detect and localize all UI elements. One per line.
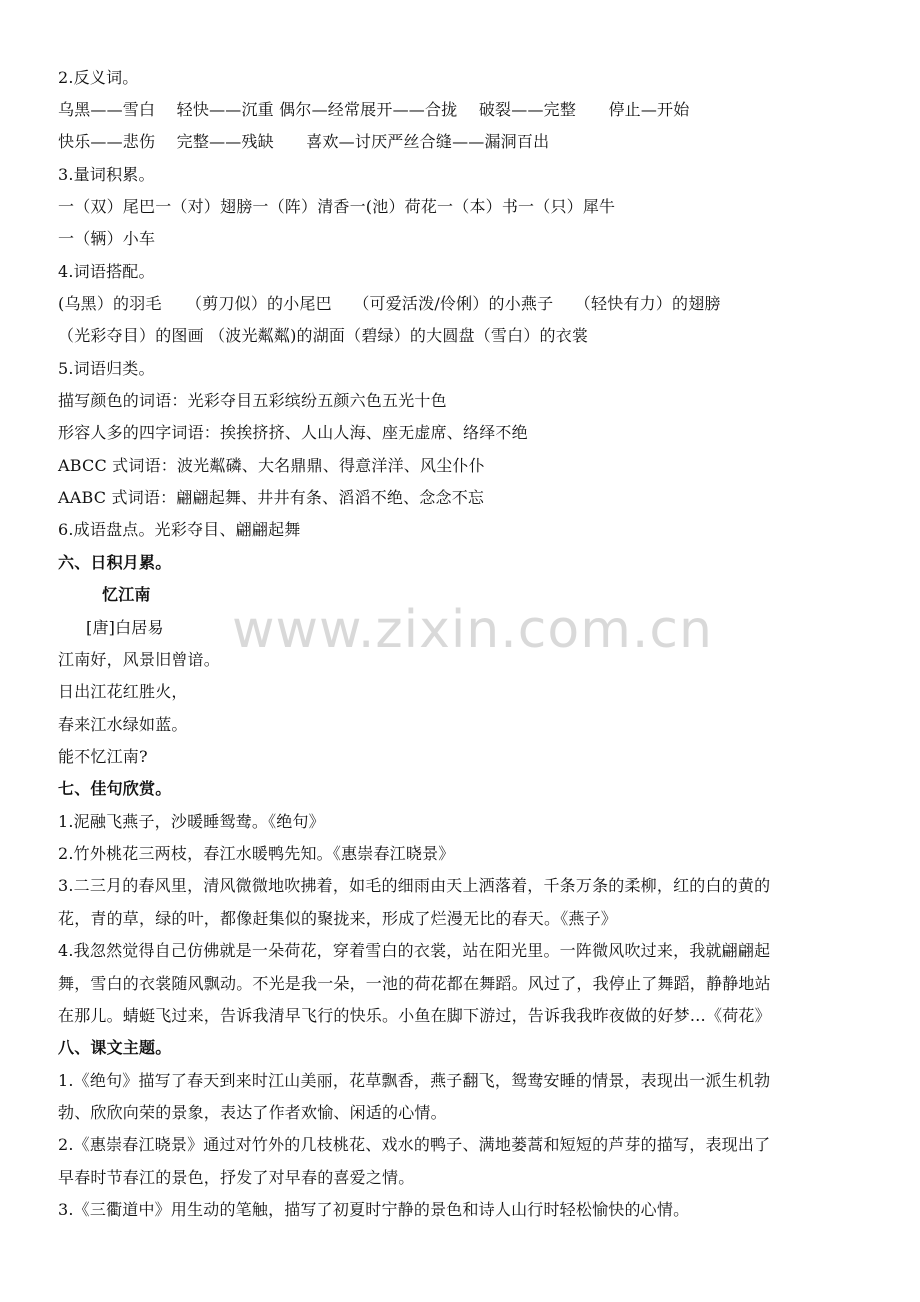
section-heading: 八、课文主题。: [58, 1038, 172, 1057]
text-line: 2.反义词。: [58, 68, 139, 87]
poem-author: [唐]白居易: [86, 618, 164, 637]
text-line: 3.二三月的春风里，清风微微地吹拂着，如毛的细雨由天上洒落着，千条万条的柔柳，红的白的黄的: [58, 876, 771, 895]
watermark: www.zixin.com.cn: [232, 600, 713, 660]
text-line: 1.《绝句》描写了春天到来时江山美丽，花草飘香，燕子翻飞，鸳鸯安睡的情景，表现出一派生机勃: [58, 1071, 771, 1090]
text-line: 一（辆）小车: [58, 229, 156, 248]
section-heading: 六、日积月累。: [58, 553, 172, 572]
text-line: 舞，雪白的衣裳随风飘动。不光是我一朵，一池的荷花都在舞蹈。风过了，我停止了舞蹈，静静地站: [58, 974, 771, 993]
text-line: 花，青的草，绿的叶，都像赶集似的聚拢来，形成了烂漫无比的春天。《燕子》: [58, 909, 618, 928]
text-line: 4.我忽然觉得自己仿佛就是一朵荷花，穿着雪白的衣裳，站在阳光里。一阵微风吹过来，我就翩翩起: [58, 941, 771, 960]
text-line: 4.词语搭配。: [58, 262, 155, 281]
text-line: 快乐——悲伤 完整——残缺 喜欢—讨厌严丝合缝——漏洞百出: [58, 132, 550, 151]
section-heading: 七、佳句欣赏。: [58, 779, 172, 798]
text-line: 乌黑——雪白 轻快——沉重 偶尔—经常展开——合拢 破裂——完整 停止—开始: [58, 100, 690, 119]
text-line: 一（双）尾巴一（对）翅膀一（阵）清香一(池）荷花一（本）书一（只）犀牛: [58, 197, 616, 216]
poem-line: 春来江水绿如蓝。: [58, 715, 188, 734]
text-line: （光彩夺目）的图画 （波光粼粼)的湖面（碧绿）的大圆盘（雪白）的衣裳: [58, 326, 589, 345]
text-line: 5.词语归类。: [58, 359, 155, 378]
text-line: 形容人多的四字词语：挨挨挤挤、人山人海、座无虚席、络绎不绝: [58, 423, 528, 442]
text-line: 描写颜色的词语：光彩夺目五彩缤纷五颜六色五光十色: [58, 391, 447, 410]
text-line: 勃、欣欣向荣的景象，表达了作者欢愉、闲适的心情。: [58, 1103, 447, 1122]
text-line: 2.《惠崇春江晓景》通过对竹外的几枝桃花、戏水的鸭子、满地蒌蒿和短短的芦芽的描写，表现出了: [58, 1135, 771, 1154]
poem-line: 能不忆江南?: [58, 747, 148, 766]
text-line: ABCC 式词语：波光粼磷、大名鼎鼎、得意洋洋、风尘仆仆: [58, 456, 485, 475]
text-line: 3.《三衢道中》用生动的笔触，描写了初夏时宁静的景色和诗人山行时轻松愉快的心情。: [58, 1200, 690, 1219]
poem-title: 忆江南: [102, 585, 151, 604]
poem-line: 日出江花红胜火，: [58, 682, 188, 701]
text-line: 早春时节春江的景色，抒发了对早春的喜爱之情。: [58, 1168, 415, 1187]
text-line: AABC 式词语：翩翩起舞、井井有条、滔滔不绝、念念不忘: [58, 488, 485, 507]
text-line: 6.成语盘点。光彩夺目、翩翩起舞: [58, 520, 301, 539]
text-line: 1.泥融飞燕子，沙暖睡鸳鸯。《绝句》: [58, 812, 325, 831]
text-line: (乌黑）的羽毛 （剪刀似）的小尾巴 （可爱活泼/伶俐）的小燕子 （轻快有力）的翅膀: [58, 294, 721, 313]
text-line: 2.竹外桃花三两枝，春江水暖鸭先知。《惠崇春江晓景》: [58, 844, 455, 863]
text-line: 在那儿。蜻蜓飞过来，告诉我清早飞行的快乐。小鱼在脚下游过，告诉我我昨夜做的好梦…《荷花》: [58, 1006, 771, 1025]
text-line: 3.量词积累。: [58, 165, 155, 184]
poem-line: 江南好，风景旧曾谙。: [58, 650, 221, 669]
